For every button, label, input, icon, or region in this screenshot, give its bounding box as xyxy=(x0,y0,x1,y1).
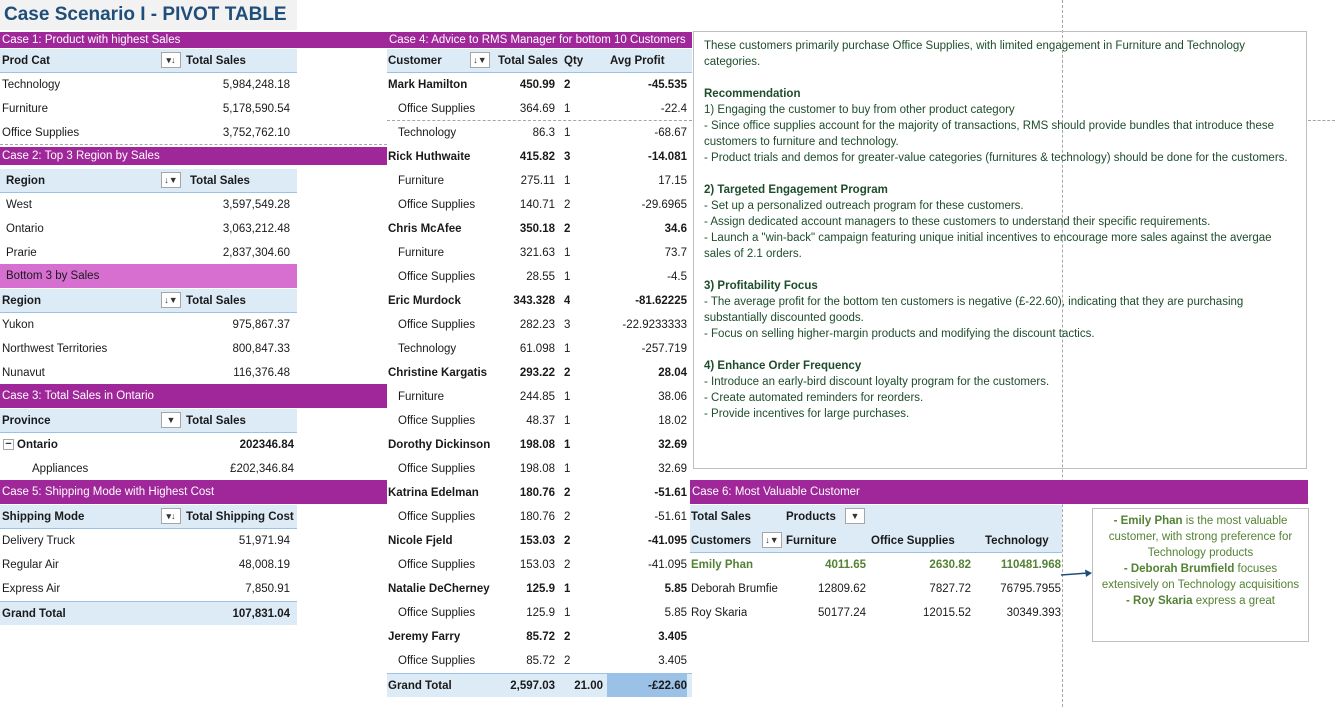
case2-header: Case 2: Top 3 Region by Sales xyxy=(0,147,387,165)
qty: 1 xyxy=(564,343,571,355)
category-row xyxy=(387,385,692,409)
rec-line: - Since office supplies account for the majority of transactions, RMS should provide bundles that introduce these customers to furniture and technology. xyxy=(704,120,1274,148)
qty: 2 xyxy=(564,559,571,571)
total-sales: 125.9 xyxy=(526,607,555,619)
qty: 3 xyxy=(564,151,571,163)
case2-column-header xyxy=(0,169,297,193)
qty: 2 xyxy=(564,487,571,499)
rec-line: - Assign dedicated account managers to these customers to understand their specific requirements. xyxy=(704,216,1211,228)
technology-value: 76795.7955 xyxy=(1000,583,1061,595)
grand-total-sales: 2,597.03 xyxy=(510,680,555,692)
avg-profit: -41.095 xyxy=(647,559,687,571)
customer-name: Office Supplies xyxy=(398,463,476,475)
office-value: 2630.82 xyxy=(929,559,971,571)
row-value: 7,850.91 xyxy=(245,583,290,595)
total-sales: 180.76 xyxy=(519,487,555,499)
customer-name: Christine Kargatis xyxy=(388,367,488,379)
total-sales: 293.22 xyxy=(519,367,555,379)
qty: 2 xyxy=(564,631,571,643)
row-label: Technology xyxy=(2,79,61,91)
customer-name: Mark Hamilton xyxy=(388,79,468,91)
row-value: 5,984,248.18 xyxy=(222,79,290,91)
customer-name: Office Supplies xyxy=(398,103,476,115)
row-label: Regular Air xyxy=(2,559,59,571)
table-row xyxy=(0,193,297,217)
qty: 1 xyxy=(564,607,571,619)
avg-profit: -4.5 xyxy=(667,271,687,283)
total-sales: 343.328 xyxy=(513,295,555,307)
row-label: West xyxy=(6,199,32,211)
avg-profit: -81.62225 xyxy=(635,295,687,307)
avg-profit: 28.04 xyxy=(658,367,687,379)
total-sales: 125.9 xyxy=(526,583,555,595)
products-label: Products xyxy=(786,511,836,523)
total-sales: 244.85 xyxy=(519,391,555,403)
customer-name: Nicole Fjeld xyxy=(388,535,453,547)
column-customers: Customers xyxy=(691,535,752,547)
category-row xyxy=(387,313,692,337)
avg-profit: 34.6 xyxy=(664,223,687,235)
qty: 1 xyxy=(564,391,571,403)
group-label: Ontario xyxy=(17,439,58,451)
customer-name: Office Supplies xyxy=(398,319,476,331)
customer-row xyxy=(387,73,692,97)
row-label: Office Supplies xyxy=(2,127,80,139)
recommendation-heading: Recommendation xyxy=(704,88,801,100)
note-text: express a great xyxy=(1192,595,1275,607)
avg-profit: -45.535 xyxy=(647,79,687,91)
table-row xyxy=(0,529,297,553)
rec-line: - Introduce an early-bird discount loyalty program for the customers. xyxy=(704,376,1050,388)
table-row xyxy=(0,217,297,241)
total-sales: 180.76 xyxy=(519,511,555,523)
filter-sort-button[interactable]: ↓▼ xyxy=(161,172,181,188)
column-furniture: Furniture xyxy=(786,535,837,547)
rec-line: - Create automated reminders for reorders. xyxy=(704,392,924,404)
total-sales-label: Total Sales xyxy=(691,511,751,523)
customer-name: Katrina Edelman xyxy=(388,487,479,499)
customer-name: Office Supplies xyxy=(398,271,476,283)
qty: 2 xyxy=(564,79,571,91)
category-row xyxy=(387,241,692,265)
avg-profit: -22.4 xyxy=(660,103,687,115)
total-sales: 48.37 xyxy=(526,415,555,427)
customer-name: Office Supplies xyxy=(398,607,476,619)
category-row xyxy=(387,265,692,289)
case6-note-textbox[interactable] xyxy=(1092,508,1309,642)
avg-profit: 5.85 xyxy=(664,607,687,619)
total-sales: 153.03 xyxy=(519,535,555,547)
customer-name: Jeremy Farry xyxy=(388,631,461,643)
customer-name: Deborah Brumfie xyxy=(691,583,778,595)
avg-profit: 3.405 xyxy=(658,631,687,643)
customer-row xyxy=(387,361,692,385)
case3-column-header xyxy=(0,409,297,433)
avg-profit: -51.61 xyxy=(654,511,687,523)
row-value: 800,847.33 xyxy=(232,343,290,355)
qty: 2 xyxy=(564,199,571,211)
total-sales: 85.72 xyxy=(526,655,555,667)
filter-button[interactable]: ▼ xyxy=(845,508,865,524)
case4-grand-total-row xyxy=(387,673,692,697)
qty: 2 xyxy=(564,511,571,523)
table-row xyxy=(0,121,297,145)
sort-button[interactable]: ▾↓ xyxy=(161,508,181,524)
grand-total-row xyxy=(0,601,297,625)
note-line xyxy=(1099,593,1302,609)
total-sales: 364.69 xyxy=(519,103,555,115)
qty: 1 xyxy=(564,583,571,595)
rec-line: - Set up a personalized outreach program for these customers. xyxy=(704,200,1024,212)
case6-row xyxy=(690,601,1062,625)
customer-row xyxy=(387,217,692,241)
total-sales: 198.08 xyxy=(519,439,555,451)
avg-profit: -14.081 xyxy=(647,151,687,163)
case6-header: Case 6: Most Valuable Customer xyxy=(690,480,1308,504)
customer-name: Emily Phan xyxy=(691,559,753,571)
total-sales: 275.11 xyxy=(520,175,555,187)
total-sales: 28.55 xyxy=(526,271,555,283)
column-technology: Technology xyxy=(985,535,1049,547)
grand-total-label: Grand Total xyxy=(2,608,66,620)
category-row xyxy=(387,601,692,625)
row-label: Ontario xyxy=(6,223,44,235)
rec-line: 1) Engaging the customer to buy from other product category xyxy=(704,104,1015,116)
qty: 4 xyxy=(564,295,571,307)
row-label: Yukon xyxy=(2,319,34,331)
customer-name: Dorothy Dickinson xyxy=(388,439,491,451)
furniture-value: 12809.62 xyxy=(818,583,866,595)
page-break-line xyxy=(1308,120,1335,121)
rec-heading: 2) Targeted Engagement Program xyxy=(704,184,888,196)
avg-profit: 18.02 xyxy=(658,415,687,427)
customer-name: Office Supplies xyxy=(398,199,476,211)
category-row xyxy=(387,409,692,433)
rec-line: - The average profit for the bottom ten customers is negative (£-22.60), indicating that they are purchasing substantially discounted goods. xyxy=(704,296,1244,324)
note-text: is the most valuable customer, with strong preference for Technology products xyxy=(1108,515,1293,559)
column-total-sales: Total Sales xyxy=(186,415,246,427)
customer-row xyxy=(387,625,692,649)
qty: 1 xyxy=(564,271,571,283)
row-value: 3,597,549.28 xyxy=(222,199,290,211)
customer-row xyxy=(387,433,692,457)
customer-name: Furniture xyxy=(398,175,445,187)
qty: 2 xyxy=(564,223,571,235)
table-row xyxy=(0,337,297,361)
qty: 2 xyxy=(564,655,571,667)
row-value: 3,063,212.48 xyxy=(222,223,290,235)
sort-button[interactable]: ▾↓ xyxy=(161,52,181,68)
row-value: 51,971.94 xyxy=(238,535,290,547)
row-label: Nunavut xyxy=(2,367,45,379)
table-row xyxy=(0,313,297,337)
recommendation-textbox[interactable] xyxy=(693,31,1307,469)
row-label: Furniture xyxy=(2,103,49,115)
case1-column-header xyxy=(0,49,297,73)
column-shipping-mode: Shipping Mode xyxy=(2,511,85,523)
case6-header-row xyxy=(690,505,1062,529)
rec-line: - Focus on selling higher-margin products and modifying the discount tactics. xyxy=(704,328,1095,340)
qty: 1 xyxy=(564,463,571,475)
filter-sort-button[interactable]: ↓▼ xyxy=(161,292,181,308)
row-label: Express Air xyxy=(2,583,61,595)
qty: 1 xyxy=(564,103,571,115)
intro-text: These customers primarily purchase Office Supplies, with limited engagement in Furniture and Technology categories. xyxy=(704,40,1245,68)
customer-name: Technology xyxy=(398,127,457,139)
furniture-value: 4011.65 xyxy=(825,559,866,571)
total-sales: 350.18 xyxy=(519,223,555,235)
total-sales: 321.63 xyxy=(519,247,555,259)
row-value: 48,008.19 xyxy=(238,559,290,571)
table-row xyxy=(0,97,297,121)
category-row xyxy=(387,649,692,673)
note-name: - Roy Skaria xyxy=(1126,595,1193,607)
note-line xyxy=(1099,561,1302,593)
column-total-sales: Total Sales xyxy=(186,295,246,307)
total-sales: 282.23 xyxy=(519,319,555,331)
rec-line: - Launch a "win-back" campaign featuring unique initial incentives to encourage more sales against the avergae sales of 2.1 orders. xyxy=(704,232,1272,260)
customer-name: Office Supplies xyxy=(398,655,476,667)
qty: 1 xyxy=(564,415,571,427)
avg-profit: -41.095 xyxy=(647,535,687,547)
customer-name: Office Supplies xyxy=(398,415,476,427)
grand-total-profit: -£22.60 xyxy=(607,674,687,697)
customer-row xyxy=(387,529,692,553)
case5-header: Case 5: Shipping Mode with Highest Cost xyxy=(0,480,387,504)
group-row xyxy=(0,433,297,457)
filter-sort-button[interactable]: ↓▼ xyxy=(762,532,782,548)
arrow-right-icon xyxy=(1060,568,1094,582)
total-sales: 415.82 xyxy=(519,151,555,163)
column-region: Region xyxy=(6,175,45,187)
total-sales: 198.08 xyxy=(519,463,555,475)
row-value: 3,752,762.10 xyxy=(222,127,290,139)
avg-profit: 32.69 xyxy=(658,463,687,475)
total-sales: 450.99 xyxy=(519,79,555,91)
rec-heading: 4) Enhance Order Frequency xyxy=(704,360,862,372)
avg-profit: 73.7 xyxy=(664,247,687,259)
customer-name: Chris McAfee xyxy=(388,223,462,235)
row-value: 2,837,304.60 xyxy=(222,247,290,259)
row-label: Northwest Territories xyxy=(2,343,108,355)
avg-profit: -29.6965 xyxy=(641,199,687,211)
furniture-value: 50177.24 xyxy=(818,607,866,619)
case4-header: Case 4: Advice to RMS Manager for bottom 10 Customers xyxy=(387,32,692,48)
note-name: - Deborah Brumfield xyxy=(1123,563,1235,575)
customer-name: Natalie DeCherney xyxy=(388,583,490,595)
qty: 3 xyxy=(564,319,571,331)
office-value: 12015.52 xyxy=(923,607,971,619)
column-qty: Qty xyxy=(564,55,584,67)
customer-name: Furniture xyxy=(398,247,445,259)
filter-sort-button[interactable]: ↓▼ xyxy=(470,52,490,68)
case4-column-header xyxy=(387,49,692,73)
customer-name: Office Supplies xyxy=(398,511,476,523)
avg-profit: 38.06 xyxy=(658,391,687,403)
row-value: 116,376.48 xyxy=(233,367,290,379)
avg-profit: -51.61 xyxy=(654,487,687,499)
customer-name: Eric Murdock xyxy=(388,295,461,307)
qty: 1 xyxy=(564,439,571,451)
total-sales: 86.3 xyxy=(532,127,555,139)
row-label: Appliances xyxy=(32,463,89,475)
page-title: Case Scenario I - PIVOT TABLE xyxy=(0,0,297,30)
case1-header: Case 1: Product with highest Sales xyxy=(0,32,387,48)
customer-name: Office Supplies xyxy=(398,559,476,571)
category-row xyxy=(387,97,692,121)
case5-column-header xyxy=(0,505,297,529)
avg-profit: 17.15 xyxy=(658,175,687,187)
column-total-sales: Total Sales xyxy=(498,55,558,67)
avg-profit: -257.719 xyxy=(641,343,687,355)
technology-value: 110481.968 xyxy=(1000,559,1061,571)
category-row xyxy=(387,457,692,481)
customer-name: Rick Huthwaite xyxy=(388,151,471,163)
qty: 1 xyxy=(564,127,571,139)
avg-profit: -22.9233333 xyxy=(622,319,687,331)
case6-row xyxy=(690,577,1062,601)
column-total-sales: Total Sales xyxy=(186,55,246,67)
customer-row xyxy=(387,577,692,601)
row-value: 975,867.37 xyxy=(232,319,290,331)
table-row xyxy=(0,73,297,97)
avg-profit: -68.67 xyxy=(654,127,687,139)
column-prod-cat: Prod Cat xyxy=(2,55,50,67)
customer-row xyxy=(387,481,692,505)
total-sales: 85.72 xyxy=(526,631,555,643)
qty: 2 xyxy=(564,535,571,547)
case6-row xyxy=(690,553,1062,577)
qty: 1 xyxy=(564,175,571,187)
table-row xyxy=(0,241,297,265)
customer-name: Furniture xyxy=(398,391,445,403)
table-row xyxy=(0,361,297,385)
note-name: - Emily Phan xyxy=(1113,515,1183,527)
avg-profit: 32.69 xyxy=(658,439,687,451)
case3-header: Case 3: Total Sales in Ontario xyxy=(0,384,387,408)
column-total-sales: Total Sales xyxy=(190,175,250,187)
column-office-supplies: Office Supplies xyxy=(871,535,955,547)
office-value: 7827.72 xyxy=(929,583,971,595)
table-row xyxy=(0,577,297,601)
column-province: Province xyxy=(2,415,51,427)
category-row xyxy=(387,169,692,193)
customer-row xyxy=(387,145,692,169)
rec-line: - Product trials and demos for greater-value categories (furnitures & technology) should be done for the customers. xyxy=(704,152,1288,164)
grand-total-qty: 21.00 xyxy=(574,680,603,692)
grand-total-label: Grand Total xyxy=(388,680,452,692)
table-row xyxy=(0,553,297,577)
column-avg-profit: Avg Profit xyxy=(610,55,665,67)
bottom3-column-header xyxy=(0,289,297,313)
total-sales: 140.71 xyxy=(519,199,555,211)
customer-name: Technology xyxy=(398,343,457,355)
avg-profit: 5.85 xyxy=(664,583,687,595)
category-row xyxy=(387,193,692,217)
qty: 1 xyxy=(564,247,571,259)
collapse-icon[interactable]: − xyxy=(3,439,14,450)
bottom3-header: Bottom 3 by Sales xyxy=(0,264,297,288)
technology-value: 30349.393 xyxy=(1006,607,1061,619)
grand-total-value: 107,831.04 xyxy=(232,608,290,620)
category-row xyxy=(387,121,692,145)
rec-heading: 3) Profitability Focus xyxy=(704,280,818,292)
note-text: focuses extensively on Technology acquisitions xyxy=(1101,563,1300,591)
group-value: 202346.84 xyxy=(239,439,294,451)
table-row xyxy=(0,457,297,481)
total-sales: 61.098 xyxy=(519,343,555,355)
case6-column-header xyxy=(690,529,1062,553)
filter-button[interactable]: ▼ xyxy=(161,412,181,428)
customer-row xyxy=(387,289,692,313)
category-row xyxy=(387,553,692,577)
total-sales: 153.03 xyxy=(519,559,555,571)
row-label: Delivery Truck xyxy=(2,535,75,547)
column-region: Region xyxy=(2,295,41,307)
row-value: £202,346.84 xyxy=(230,463,294,475)
column-total-shipping-cost: Total Shipping Cost xyxy=(186,511,294,523)
row-label: Prarie xyxy=(6,247,37,259)
rec-line: - Provide incentives for large purchases. xyxy=(704,408,910,420)
note-line xyxy=(1099,513,1302,561)
category-row xyxy=(387,337,692,361)
qty: 2 xyxy=(564,367,571,379)
column-customer: Customer xyxy=(388,55,442,67)
customer-name: Roy Skaria xyxy=(691,607,748,619)
row-value: 5,178,590.54 xyxy=(222,103,290,115)
avg-profit: 3.405 xyxy=(658,655,687,667)
category-row xyxy=(387,505,692,529)
